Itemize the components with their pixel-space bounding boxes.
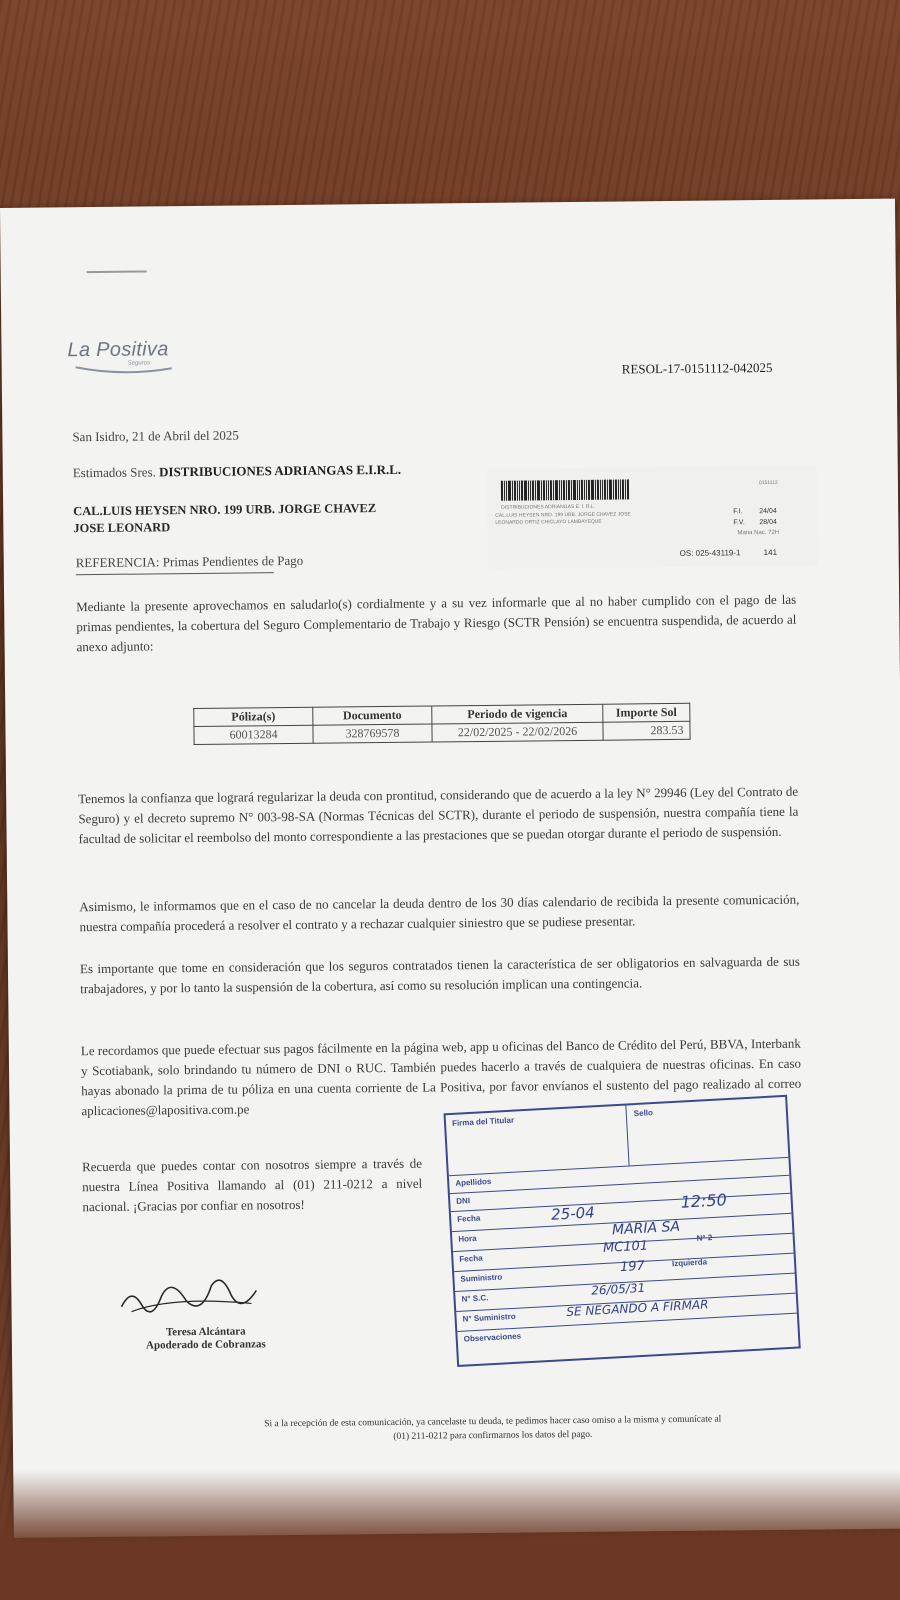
letter-date: San Isidro, 21 de Abril del 2025 [72, 427, 239, 445]
stamp-field-1: Apellidos [455, 1176, 492, 1188]
paragraph-6: Recuerda que puedes contar con nosotros siempre a través de nuestra Línea Positiva llamando al (01) 211-0212 a nivel nacional. ¡Gracias por confiar en nosotros! [81, 1155, 423, 1215]
delivery-stamp [444, 1095, 801, 1367]
label-line-1: DISTRIBUCIONES ADRIANGAS E. I. R.L. [501, 503, 596, 511]
hand-lado: Izquierda [671, 1257, 708, 1269]
label-os-num: 141 [763, 547, 778, 558]
stamp-row-line [450, 1175, 790, 1194]
greeting-prefix: Estimados Sres. [72, 464, 156, 481]
signature-icon [111, 1265, 272, 1327]
logo-swoosh-icon [74, 360, 174, 375]
footer-note [193, 1412, 793, 1446]
signer-title: Apoderado de Cobranzas [145, 1338, 266, 1352]
hand-piso: N° 2 [696, 1233, 713, 1243]
letter-paper [0, 199, 900, 1538]
label-fi-value: 24/04 [759, 507, 777, 516]
label-code-top: 0151112 [758, 479, 778, 487]
stamp-field-2: DNI [456, 1196, 471, 1206]
address-line-1: CAL.LUIS HEYSEN NRO. 199 URB. JORGE CHAVEZ [73, 501, 377, 519]
barcode-icon [501, 479, 665, 501]
table-row [194, 721, 690, 744]
signer-name: Teresa Alcántara [165, 1325, 246, 1339]
hand-date: 25-04 [550, 1203, 596, 1224]
cell-poliza: 60013284 [194, 725, 313, 744]
hand-sc: 26/05/31 [590, 1280, 646, 1298]
label-max: Maria Nac. 72H [737, 529, 780, 537]
label-fi-label: F.I. [733, 508, 743, 516]
signer-block [136, 1325, 276, 1352]
stamp-field-7: N° S.C. [461, 1293, 489, 1304]
address-block [73, 500, 376, 537]
cell-documento: 328769578 [313, 724, 432, 743]
col-poliza: Póliza(s) [194, 707, 313, 726]
stamp-divider [625, 1106, 629, 1166]
company-name: DISTRIBUCIONES ADRIANGAS E.I.R.L. [159, 461, 402, 480]
greeting [73, 462, 401, 481]
reference: REFERENCIA: Primas Pendientes de Pago [75, 552, 304, 571]
hand-time: 12:50 [680, 1190, 728, 1212]
paragraph-1: Mediante la presente aprovechamos en saludarlo(s) cordialmente y a su vez informarle que al no haber cumplido con el pago de las primas pendientes, la cobertura del Seguro Complementario de Trabajo y Riesgo (SCTR Pensión) se encuentra suspendida, de acuerdo al anexo adjunto: [76, 591, 797, 655]
col-importe: Importe Sol [603, 703, 690, 722]
logo-name: La Positiva [67, 338, 169, 362]
stamp-field-3: Fecha [457, 1213, 481, 1224]
paragraph-3: Asimismo, le informamos que en el caso de no cancelar la deuda dentro de los 30 días calendario de recibida la presente comunicación, nuestra compañía procederá a resolver el contrato y a rechazar cualquier siniestro que se pudiese presentar. [79, 891, 800, 935]
paragraph-2: Tenemos la confianza que logrará regularizar la deuda con prontitud, considerando que de acuerdo a la ley N° 29946 (Ley del Contrato de Seguro) y el decreto supremo N° 003-98-SA (Normas Técnicas del SCTR), durante el periodo de suspensión, nuestra compañía tiene la facultad de solicitar el reembolso del monto correspondiente a las prestaciones que se puedan otorgar durante el periodo de suspensión. [78, 783, 799, 847]
label-os: OS: 025-43119-1 [679, 548, 741, 558]
stamp-header-right: Sello [633, 1108, 654, 1119]
cell-importe: 283.53 [603, 721, 690, 740]
pen-mark [87, 270, 147, 273]
label-fv-label: F.V. [733, 519, 745, 527]
label-line-2: CAL.LUIS HEYSEN NRO. 199 URB. JORGE CHAVEZ JOSE [495, 511, 631, 519]
wood-surface [0, 1470, 900, 1600]
policy-table [193, 703, 690, 745]
hand-medidor: MC101 [602, 1238, 649, 1256]
mailing-label [487, 465, 818, 568]
stamp-header-left: Firma del Titular [451, 1115, 515, 1128]
hand-name: MARIA SA [611, 1218, 681, 1239]
cell-periodo: 22/02/2025 - 22/02/2026 [432, 722, 603, 742]
paragraph-4: Es importante que tome en consideración que los seguros contratados tienen la característica de ser obligatorios en salvaguarda de sus trabajadores, y por lo tanto la suspensión de la cobertura, así como su resolución implican una contingencia. [79, 953, 801, 997]
address-line-2: JOSE LEONARD [73, 520, 171, 536]
col-documento: Documento [313, 706, 432, 725]
reference-underline [76, 572, 274, 575]
hand-num: 197 [619, 1258, 646, 1276]
resolution-code: RESOL-17-0151112-042025 [621, 359, 773, 377]
stamp-field-6: Suministro [460, 1272, 503, 1284]
label-fv-value: 28/04 [759, 518, 777, 527]
footer-line-2: (01) 211-0212 para confirmarnos los datos del pago. [393, 1429, 593, 1442]
label-line-3: LEONARDO ORTIZ CHICLAYO LAMBAYEQUE [495, 518, 602, 526]
stamp-field-8: N° Suministro [462, 1311, 516, 1324]
footer-line-1: Si a la recepción de esta comunicación, ya cancelaste tu deuda, te pedimos hacer caso omiso a la misma y comunícate al [264, 1414, 722, 1430]
stamp-row-line [449, 1157, 789, 1176]
paragraph-5: Le recordamos que puede efectuar sus pagos fácilmente en la página web, app u oficinas del Banco de Crédito del Perú, BBVA, Interbank y Scotiabank, solo brindando tu número de DNI o RUC. También puedes hacerlo a través de cualquiera de nuestras oficinas. En caso hayas abonado la prima de tu póliza en una cuenta corriente de La Positiva, por favor envíanos el sustento del pago realizado al correo aplicaciones@lapositiva.com.pe [80, 1035, 802, 1119]
company-logo [67, 338, 169, 367]
stamp-row-line [451, 1193, 791, 1212]
stamp-field-5: Fecha [459, 1253, 483, 1264]
logo-sub: Seguros [127, 360, 151, 367]
col-periodo: Periodo de vigencia [432, 704, 603, 724]
stamp-field-9: Observaciones [463, 1331, 522, 1344]
stamp-field-4: Hora [458, 1233, 477, 1244]
hand-obs: SE NEGANDO A FIRMAR [566, 1297, 709, 1320]
